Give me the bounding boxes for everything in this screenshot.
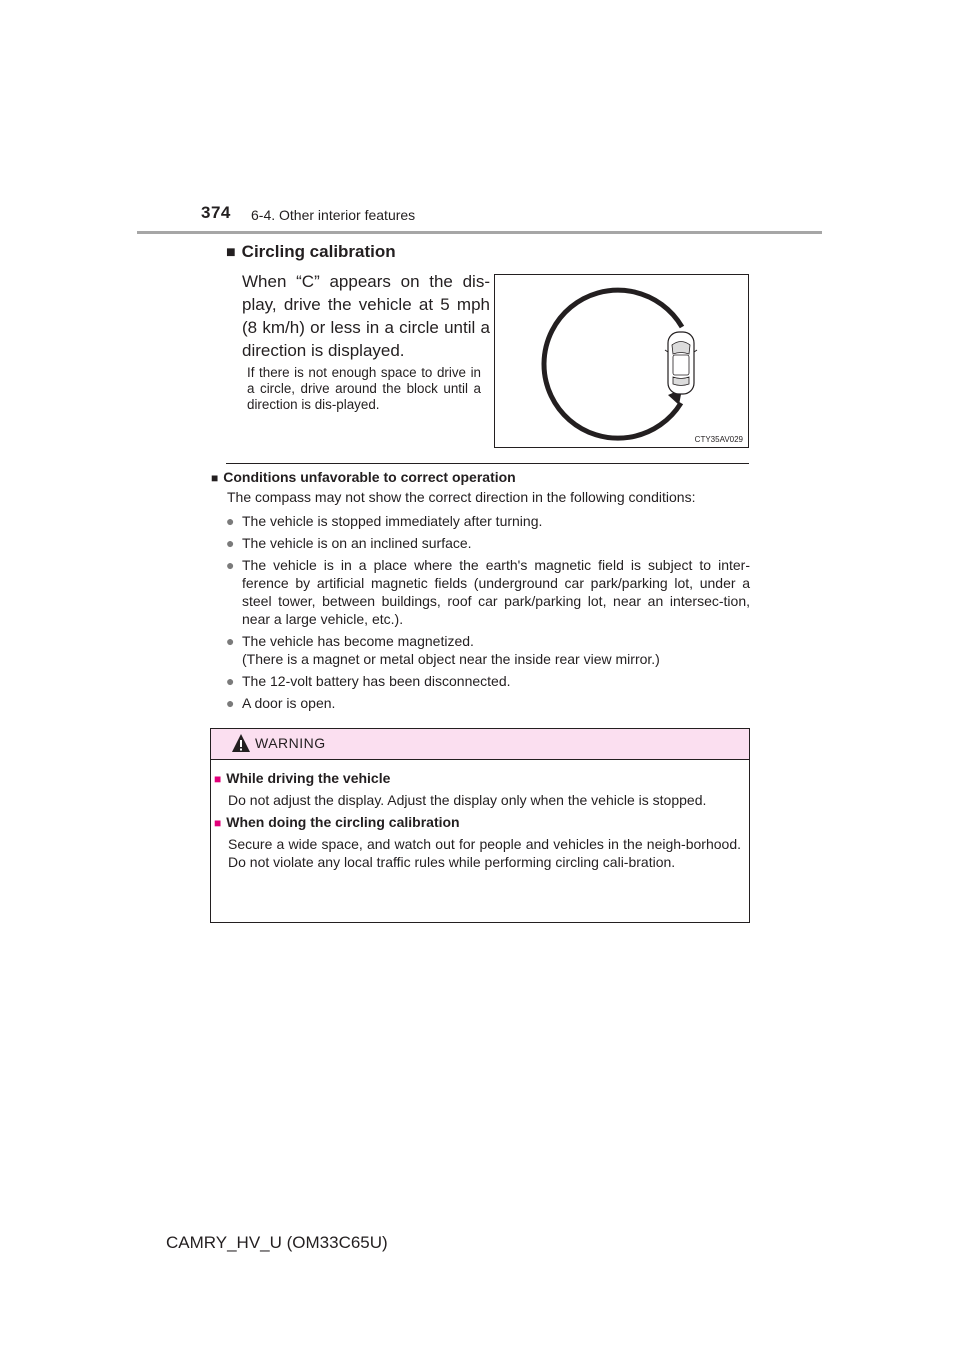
- circling-car-illustration: [495, 275, 748, 447]
- warning-block-heading: [214, 769, 741, 788]
- list-item: [226, 534, 750, 552]
- warning-block-text: Do not adjust the display. Adjust the display only when the vehicle is stopped.: [228, 792, 707, 808]
- section-divider: [226, 463, 749, 464]
- square-bullet-icon: ■: [211, 471, 219, 485]
- list-item-text: The vehicle has become magnetized. (There is a magnet or metal object near the inside rear view mirror.): [242, 633, 660, 667]
- list-item-text: The vehicle is in a place where the earth's magnetic field is subject to inter-ference by artificial magnetic fields (underground car park/parking lot, under a steel tower, between buildings, roof car park/parking lot, near an intersec-tion, near a large vehicle, etc.).: [242, 557, 750, 627]
- list-item-text: A door is open.: [242, 695, 336, 711]
- page-number: 374: [201, 203, 231, 222]
- circling-figure: [494, 274, 749, 448]
- list-item: [226, 672, 750, 690]
- list-item-text: The 12-volt battery has been disconnected.: [242, 673, 511, 689]
- round-bullet-icon: ●: [226, 557, 235, 573]
- warning-block-heading-text: While driving the vehicle: [226, 770, 391, 786]
- round-bullet-icon: ●: [226, 673, 235, 689]
- circling-heading-text: Circling calibration: [241, 242, 396, 261]
- warning-header: [211, 729, 749, 760]
- list-item-text: The vehicle is on an inclined surface.: [242, 535, 472, 551]
- round-bullet-icon: ●: [226, 695, 235, 711]
- figure-code: CTY35AV029: [694, 435, 743, 444]
- warning-triangle-icon: [231, 733, 251, 753]
- conditions-list: [226, 512, 750, 716]
- list-item: [226, 694, 750, 712]
- list-item: [226, 632, 750, 668]
- warning-title: WARNING: [255, 735, 326, 751]
- list-item-text: The vehicle is stopped immediately after turning.: [242, 513, 543, 529]
- round-bullet-icon: ●: [226, 535, 235, 551]
- warning-body: [211, 769, 749, 875]
- circling-heading: [226, 242, 396, 262]
- conditions-heading: [211, 469, 516, 485]
- square-bullet-icon: ■: [214, 816, 222, 830]
- list-item: [226, 512, 750, 530]
- car-top-view: [665, 332, 697, 394]
- circling-note: If there is not enough space to drive in a circle, drive around the block until a direction is dis-played.: [247, 365, 481, 412]
- conditions-heading-text: Conditions unfavorable to correct operation: [223, 469, 516, 485]
- header-rule: [137, 231, 822, 234]
- square-bullet-icon: ■: [214, 772, 222, 786]
- section-title: 6-4. Other interior features: [251, 207, 416, 223]
- warning-block-heading-text: When doing the circling calibration: [226, 814, 460, 830]
- warning-box: [210, 728, 750, 923]
- list-item: [226, 556, 750, 628]
- round-bullet-icon: ●: [226, 513, 235, 529]
- warning-block-text: Secure a wide space, and watch out for people and vehicles in the neigh-borhood. Do not violate any local traffic rules while performing circling cali-bration.: [228, 836, 741, 870]
- square-bullet-icon: ■: [226, 244, 236, 261]
- footer-doc-id: CAMRY_HV_U (OM33C65U): [166, 1233, 388, 1252]
- round-bullet-icon: ●: [226, 633, 235, 649]
- conditions-intro: The compass may not show the correct direction in the following conditions:: [227, 489, 696, 505]
- circling-body: When “C” appears on the dis-play, drive the vehicle at 5 mph (8 km/h) or less in a circle until a direction is displayed.: [242, 272, 490, 360]
- warning-block-heading: [214, 813, 741, 832]
